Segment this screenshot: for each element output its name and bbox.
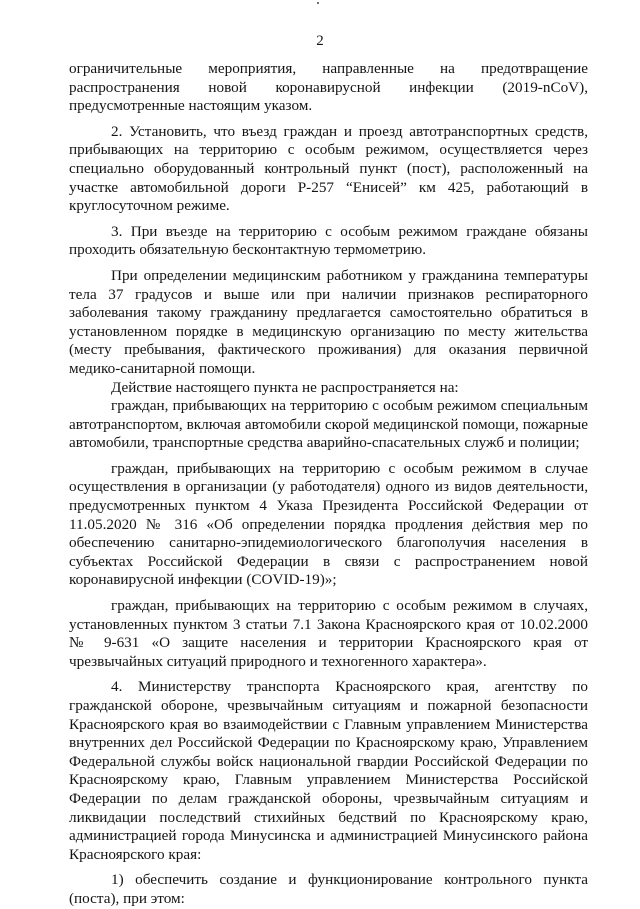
paragraph-exception-employment: граждан, прибывающих на территорию с особым режимом в случае осуществления в организации (у работодателя) одного из видов деятельности, предусмотренных пунктом 4 Указа Президента Российской Федерации от 11.05.2020 № 316 «Об определении порядка продления действия мер по обеспечению санитарно-эпидемиологического благополучия населения в субъектах Российской Федерации в связи с распространением новой коронавирусной инфекции (COVID-19)»; xyxy=(69,459,588,589)
page-number: 2 xyxy=(316,33,324,49)
paragraph-item-3: 3. При въезде на территорию с особым режимом граждане обязаны проходить обязательную бесконтактную термометрию. xyxy=(69,222,588,259)
document-body xyxy=(69,60,588,909)
paragraph-exception-special-transport: граждан, прибывающих на территорию с особым режимом специальным автотранспортом, включая автомобили скорой медицинской помощи, пожарные автомобили, транспортные средства аварийно-спасательных служб и полиции; xyxy=(69,397,588,452)
paragraph-subitem-1: 1) обеспечить создание и функционирование контрольного пункта (поста), при этом: xyxy=(69,871,588,907)
paragraph-exceptions-intro: Действие настоящего пункта не распространяется на: xyxy=(111,378,459,396)
paragraph-exception-law: граждан, прибывающих на территорию с особым режимом в случаях, установленных пунктом 3 статьи 7.1 Закона Красноярского края от 10.02.2000 № 9-631 «О защите населения и территории Красноярского края от чрезвычайных ситуаций природного и техногенного характера». xyxy=(69,597,588,670)
scan-speck xyxy=(317,2,319,4)
paragraph-temperature: При определении медицинским работником у гражданина температуры тела 37 градусов и выше или при наличии признаков респираторного заболевания такому гражданину предлагается самостоятельно обратиться в установленном порядке в медицинскую организацию по месту жительства (месту пребывания, фактического проживания) для оказания первичной медико-санитарной помощи. xyxy=(69,266,588,377)
paragraph-item-2: 2. Установить, что въезд граждан и проезд автотранспортных средств, прибывающих на территорию с особым режимом, осуществляется через специально оборудованный контрольный пункт (пост), расположенный на участке автомобильной дороги Р-257 “Енисей” км 425, работающий в круглосуточном режиме. xyxy=(69,122,588,215)
paragraph-continuation: ограничительные мероприятия, направленные на предотвращение распространения новой коронавирусной инфекции (2019-nCoV), предусмотренные настоящим указом. xyxy=(69,60,588,115)
paragraph-item-4: 4. Министерству транспорта Красноярского края, агентству по гражданской обороне, чрезвычайным ситуациям и пожарной безопасности Красноярского края во взаимодействии с Главным управлением Министерства внутренних дел Российской Федерации по Красноярскому краю, Управлением Федеральной службы войск национальной гвардии Российской Федерации по Красноярскому краю, Главным управлением Министерства Российской Федерации по делам гражданской обороны, чрезвычайным ситуациям и ликвидации последствий стихийных бедствий по Красноярскому краю, администрацией города Минусинска и администрацией Минусинского района Красноярского края: xyxy=(69,678,588,863)
